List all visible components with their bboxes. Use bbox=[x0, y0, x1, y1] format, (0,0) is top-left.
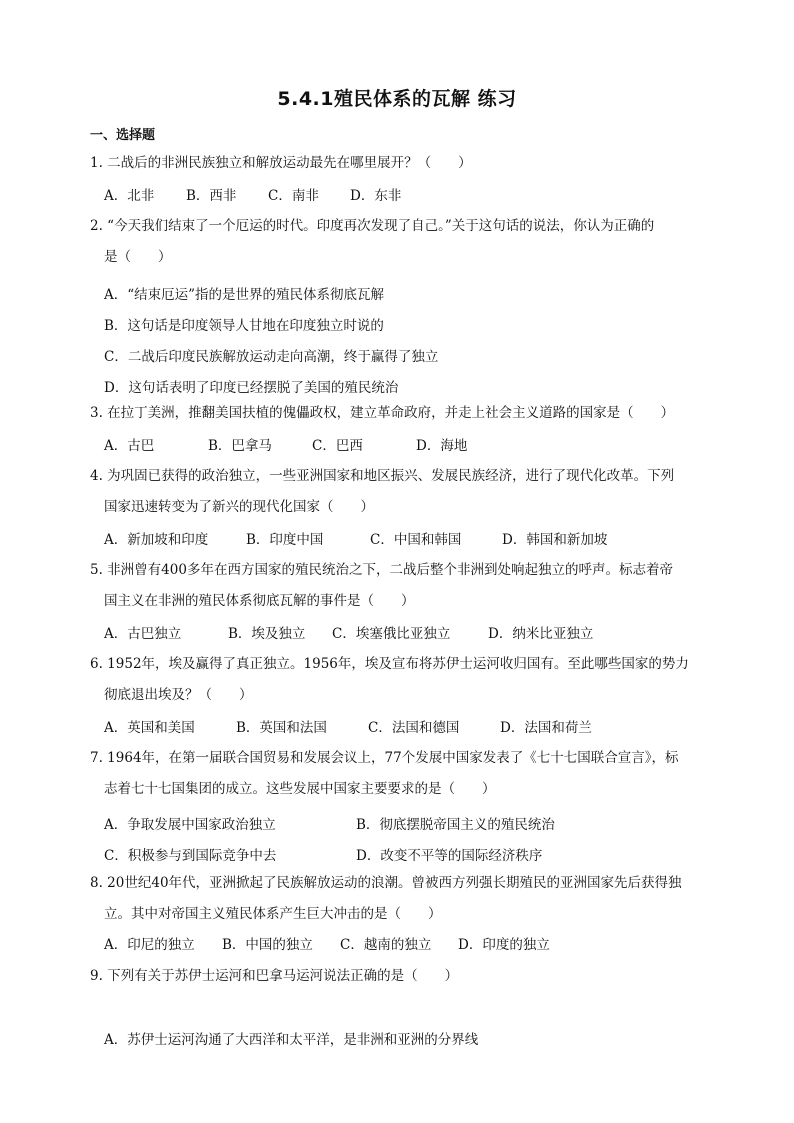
option-d: D．改变不平等的国际经济秩序 bbox=[356, 848, 543, 864]
options-grid bbox=[104, 810, 555, 872]
option-c: C．越南的独立 bbox=[340, 937, 432, 953]
option-c: C．埃塞俄比亚独立 bbox=[332, 626, 451, 642]
option-c: C．法国和德国 bbox=[368, 720, 460, 736]
options-row bbox=[104, 935, 550, 955]
options-row bbox=[104, 624, 593, 644]
option-a: A．古巴独立 bbox=[104, 626, 182, 642]
question-stem: 3. 在拉丁美洲，推翻美国扶植的傀儡政权，建立革命政府，并走上社会主义道路的国家是（ ） bbox=[90, 405, 675, 421]
option-a: A．“结束厄运”指的是世界的殖民体系彻底瓦解 bbox=[104, 287, 385, 303]
option-d: D．海地 bbox=[416, 438, 468, 454]
question-stem: 2. “今天我们结束了一个厄运的时代。印度再次发现了自己。”关于这句话的说法，你认为正确的 bbox=[90, 218, 655, 234]
options-row bbox=[104, 436, 467, 456]
option-d: D．法国和荷兰 bbox=[500, 720, 592, 736]
options-column bbox=[104, 1030, 478, 1050]
options-column bbox=[104, 280, 438, 404]
section-heading: 一、选择题 bbox=[90, 128, 156, 143]
question-8 bbox=[90, 868, 710, 930]
option-d: D．韩国和新加坡 bbox=[502, 532, 608, 548]
option-b: B．巴拿马 bbox=[208, 438, 272, 454]
question-5 bbox=[90, 555, 710, 617]
option-c: C．二战后印度民族解放运动走向高潮，终于赢得了独立 bbox=[104, 349, 439, 365]
option-b: B．西非 bbox=[186, 188, 237, 204]
question-stem: 7. 1964年，在第一届联合国贸易和发展会议上，77个发展中国家发表了《七十七国联合宣言》，标 bbox=[90, 750, 679, 766]
question-stem-cont: 志着七十七国集团的成立。这些发展中国家主要要求的是（ ） bbox=[104, 781, 496, 797]
question-6 bbox=[90, 649, 710, 711]
options-row bbox=[104, 530, 607, 550]
question-2 bbox=[90, 211, 710, 273]
question-stem-cont: 是（ ） bbox=[104, 249, 172, 265]
option-a: A．北非 bbox=[104, 188, 155, 204]
question-4 bbox=[90, 461, 710, 523]
question-stem: 8. 20世纪40年代，亚洲掀起了民族解放运动的浪潮。曾被西方列强长期殖民的亚洲国家先后获得独 bbox=[90, 875, 682, 891]
option-b: B．英国和法国 bbox=[236, 720, 327, 736]
option-a: A．苏伊士运河沟通了大西洋和太平洋，是非洲和亚洲的分界线 bbox=[104, 1032, 479, 1048]
option-c: C．南非 bbox=[268, 188, 319, 204]
option-a: A．印尼的独立 bbox=[104, 937, 195, 953]
question-stem: 5. 非洲曾有400多年在西方国家的殖民统治之下，二战后整个非洲到处响起独立的呼声。标志着帝 bbox=[90, 562, 673, 578]
question-stem: 6. 1952年，埃及赢得了真正独立。1956年，埃及宣布将苏伊士运河收归国有。至此哪些国家的势力 bbox=[90, 656, 689, 672]
option-b: B．印度中国 bbox=[246, 532, 324, 548]
option-a: A．新加坡和印度 bbox=[104, 532, 209, 548]
question-stem-cont: 国家迅速转变为了新兴的现代化国家（ ） bbox=[104, 499, 374, 515]
option-b: B．彻底摆脱帝国主义的殖民统治 bbox=[356, 817, 555, 833]
option-c: C．中国和韩国 bbox=[370, 532, 462, 548]
question-stem-cont: 国主义在非洲的殖民体系彻底瓦解的事件是（ ） bbox=[104, 593, 415, 609]
option-d: D．东非 bbox=[350, 188, 402, 204]
question-stem-cont: 立。其中对帝国主义殖民体系产生巨大冲击的是（ ） bbox=[104, 906, 442, 922]
option-d: D．这句话表明了印度已经摆脱了美国的殖民统治 bbox=[104, 380, 399, 396]
option-b: B．中国的独立 bbox=[222, 937, 313, 953]
question-stem: 1. 二战后的非洲民族独立和解放运动最先在哪里展开？（ ） bbox=[90, 155, 472, 171]
options-row bbox=[104, 718, 592, 738]
question-3 bbox=[90, 398, 710, 429]
options-row bbox=[104, 186, 401, 206]
question-stem-cont: 彻底退出埃及？（ ） bbox=[104, 687, 253, 703]
question-9 bbox=[90, 961, 710, 992]
question-stem: 9. 下列有关于苏伊士运河和巴拿马运河说法正确的是（ ） bbox=[90, 968, 459, 984]
option-a: A．古巴 bbox=[104, 438, 155, 454]
question-stem: 4. 为巩固已获得的政治独立，一些亚洲国家和地区振兴、发展民族经济，进行了现代化改革。下列 bbox=[90, 468, 675, 484]
option-c: C．积极参与到国际竞争中去 bbox=[104, 848, 277, 864]
option-c: C．巴西 bbox=[312, 438, 363, 454]
option-d: D．纳米比亚独立 bbox=[488, 626, 594, 642]
option-b: B．这句话是印度领导人甘地在印度独立时说的 bbox=[104, 318, 384, 334]
option-a: A．英国和美国 bbox=[104, 720, 195, 736]
page-title: 5.4.1殖民体系的瓦解 练习 bbox=[277, 88, 517, 110]
option-a: A．争取发展中国家政治独立 bbox=[104, 817, 276, 833]
question-7 bbox=[90, 743, 710, 805]
question-1 bbox=[90, 148, 710, 179]
option-b: B．埃及独立 bbox=[228, 626, 306, 642]
option-d: D．印度的独立 bbox=[458, 937, 550, 953]
